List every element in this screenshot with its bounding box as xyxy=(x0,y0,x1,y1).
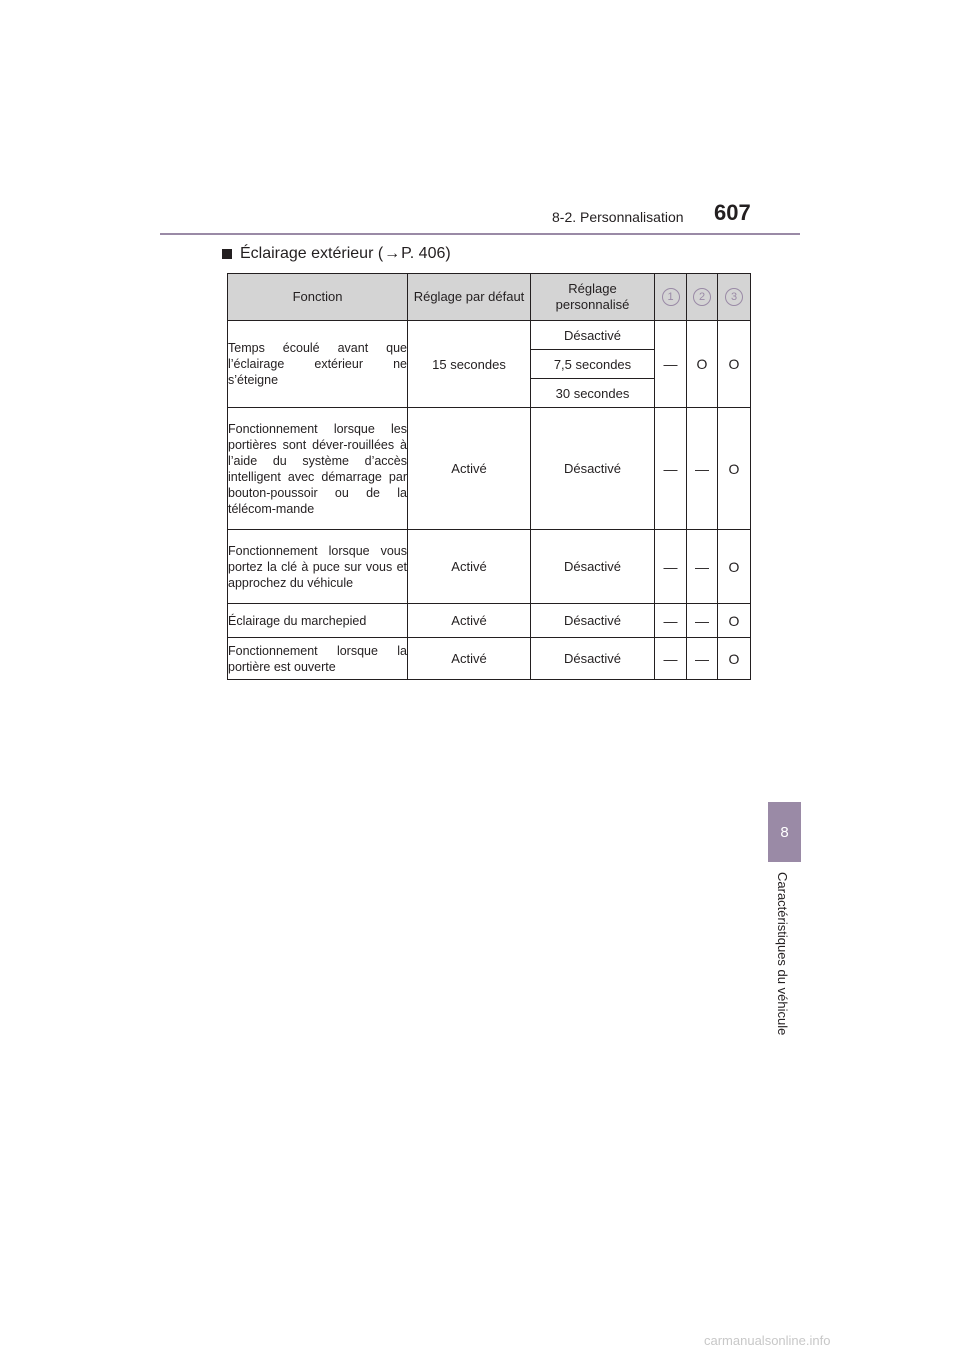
default-cell: 15 secondes xyxy=(408,321,531,408)
default-cell: Activé xyxy=(408,604,531,638)
default-cell: Activé xyxy=(408,530,531,604)
custom-cell: Désactivé xyxy=(531,408,655,530)
watermark: carmanualsonline.info xyxy=(704,1333,831,1348)
table-header-row xyxy=(228,274,751,321)
mark-cell-2: — xyxy=(687,408,718,530)
column-header-3 xyxy=(718,274,751,321)
table-row xyxy=(228,408,751,530)
mark-cell-1: — xyxy=(655,604,687,638)
function-cell: Éclairage du marchepied xyxy=(228,604,408,638)
number-circle-icon: 1 xyxy=(662,288,680,306)
mark-cell-2: — xyxy=(687,530,718,604)
default-cell: Activé xyxy=(408,408,531,530)
mark-cell-1: — xyxy=(655,638,687,680)
mark-cell-1: — xyxy=(655,530,687,604)
function-cell: Fonctionnement lorsque vous portez la clé à puce sur vous et approchez du véhicule xyxy=(228,530,408,604)
section-title: 8-2. Personnalisation xyxy=(552,209,684,225)
header-divider xyxy=(160,233,800,235)
table-row xyxy=(228,321,751,350)
column-header-1 xyxy=(655,274,687,321)
column-header-2 xyxy=(687,274,718,321)
mark-cell-1: — xyxy=(655,321,687,408)
subheading xyxy=(222,245,451,263)
number-circle-icon: 2 xyxy=(693,288,711,306)
table-row xyxy=(228,530,751,604)
mark-cell-2: O xyxy=(687,321,718,408)
settings-table xyxy=(227,273,751,680)
mark-cell-2: — xyxy=(687,638,718,680)
custom-cell: Désactivé xyxy=(531,638,655,680)
mark-cell-3: O xyxy=(718,321,751,408)
custom-cell: Désactivé xyxy=(531,604,655,638)
custom-cell: Désactivé xyxy=(531,321,655,350)
custom-cell: 30 secondes xyxy=(531,379,655,408)
table-row xyxy=(228,638,751,680)
column-header-custom: Réglage personnalisé xyxy=(531,274,655,321)
mark-cell-3: O xyxy=(718,604,751,638)
mark-cell-3: O xyxy=(718,530,751,604)
column-header-default: Réglage par défaut xyxy=(408,274,531,321)
function-cell: Fonctionnement lorsque la portière est ouverte xyxy=(228,638,408,680)
chapter-title: Caractéristiques du véhicule xyxy=(775,872,790,1036)
arrow-right-icon: → xyxy=(384,245,401,262)
subheading-text: Éclairage extérieur ( xyxy=(240,245,384,262)
function-cell: Fonctionnement lorsque les portières sont déver-rouillées à l’aide du système d’accès intelligent avec démarrage par bouton-poussoir ou de la télécom-mande xyxy=(228,408,408,530)
number-circle-icon: 3 xyxy=(725,288,743,306)
default-cell: Activé xyxy=(408,638,531,680)
custom-cell: Désactivé xyxy=(531,530,655,604)
square-bullet-icon xyxy=(222,249,232,259)
mark-cell-2: — xyxy=(687,604,718,638)
mark-cell-1: — xyxy=(655,408,687,530)
page-reference-link[interactable]: P. 406) xyxy=(401,245,451,262)
mark-cell-3: O xyxy=(718,638,751,680)
mark-cell-3: O xyxy=(718,408,751,530)
column-header-function: Fonction xyxy=(228,274,408,321)
custom-cell: 7,5 secondes xyxy=(531,350,655,379)
chapter-tab[interactable]: 8 xyxy=(768,802,801,862)
function-cell: Temps écoulé avant que l’éclairage extérieur ne s’éteigne xyxy=(228,321,408,408)
table-row xyxy=(228,604,751,638)
page-number: 607 xyxy=(714,200,751,225)
